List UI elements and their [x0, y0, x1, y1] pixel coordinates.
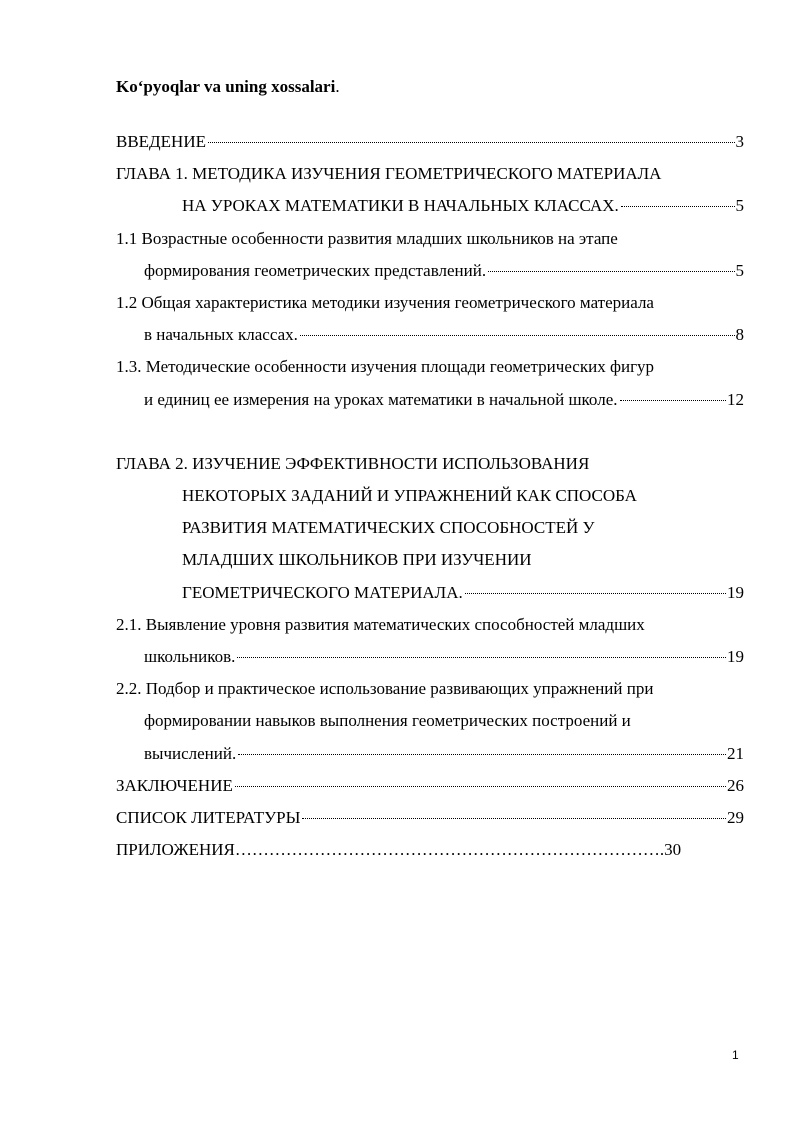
toc-entry-line: [116, 227, 744, 259]
toc-entry-text: ГЛАВА 2. ИЗУЧЕНИЕ ЭФФЕКТИВНОСТИ ИСПОЛЬЗОВАНИЯ: [116, 453, 590, 473]
toc-entry-text: ПРИЛОЖЕНИЯ………………………………………………………………….30: [116, 840, 682, 860]
dot-leader: [238, 754, 726, 755]
toc-entry-line: [116, 742, 744, 774]
toc-entry-line: [116, 291, 744, 323]
toc-entry-line: [116, 581, 744, 613]
toc-page-number: 19: [727, 647, 744, 666]
toc-entry-text: ВВЕДЕНИЕ: [116, 132, 206, 151]
toc-page-number: 19: [727, 582, 744, 602]
toc-entry-text: МЛАДШИХ ШКОЛЬНИКОВ ПРИ ИЗУЧЕНИИ: [182, 550, 532, 570]
dot-leader: [208, 142, 735, 143]
toc-entry-text: 2.1. Выявление уровня развития математических способностей младших: [116, 614, 645, 634]
toc-entry-text: ГЕОМЕТРИЧЕСКОГО МАТЕРИАЛА.: [182, 582, 463, 602]
toc-entry-conclusion[interactable]: [116, 774, 744, 806]
toc-entry-line: [116, 162, 744, 194]
toc-entry-line: [116, 259, 744, 291]
toc-entry-line: [116, 452, 744, 484]
toc-entry-line: [116, 613, 744, 645]
toc-page-number: 8: [735, 325, 744, 345]
toc-entry-text: в начальных классах.: [144, 325, 298, 345]
toc-entry-text: 1.1 Возрастные особенности развития младших школьников на этапе: [116, 228, 618, 248]
toc-entry-text: 1.3. Методические особенности изучения площади геометрических фигур: [116, 357, 655, 377]
toc-entry-text: и единиц ее измерения на уроках математики в начальной школе.: [144, 389, 618, 409]
toc-entry-section-2-2[interactable]: [116, 677, 744, 774]
toc-entry-line: [116, 194, 744, 226]
dot-leader: [302, 818, 726, 819]
toc-entry-text: НЕКОТОРЫХ ЗАДАНИЙ И УПРАЖНЕНИЙ КАК СПОСОБА: [182, 486, 637, 506]
toc-entry-text: школьников.: [144, 647, 236, 666]
dot-leader: [235, 786, 726, 787]
toc-entry-text: формирования геометрических представлений.: [144, 260, 487, 280]
toc-entry-text: РАЗВИТИЯ МАТЕМАТИЧЕСКИХ СПОСОБНОСТЕЙ У: [182, 518, 595, 538]
toc-entry-chapter-2[interactable]: [116, 452, 744, 613]
toc-entry-chapter-1[interactable]: [116, 162, 744, 226]
toc-entry-line: [116, 355, 744, 387]
toc-entry-text: СПИСОК ЛИТЕРАТУРЫ: [116, 807, 301, 827]
toc-page-number: 26: [727, 775, 744, 795]
toc-entry-line: [116, 677, 744, 709]
toc-entry-bibliography[interactable]: [116, 806, 744, 838]
toc-page-number: 5: [735, 260, 744, 280]
toc-entry-line: [116, 484, 744, 516]
toc-entry-text: вычислений.: [144, 743, 237, 763]
toc-entry-section-2-1[interactable]: [116, 613, 744, 677]
document-title-suffix: .: [335, 77, 340, 96]
dot-leader: [300, 335, 735, 336]
document-title-bold: Ko‘pyoqlar va uning xossalari: [116, 77, 336, 96]
toc-entry-line: [116, 645, 744, 677]
toc-entry-line: [116, 323, 744, 355]
toc-page-number: 3: [735, 132, 744, 151]
toc-entry-line: [116, 388, 744, 420]
toc-page-number: 21: [727, 743, 744, 763]
toc-page-number: 12: [727, 389, 744, 409]
dot-leader: [237, 657, 726, 658]
document-title: [116, 76, 340, 98]
blank-line: [116, 420, 744, 452]
page-number: 1: [732, 1048, 739, 1062]
toc-entry-section-1-3[interactable]: [116, 355, 744, 419]
table-of-contents: [116, 130, 744, 870]
toc-entry-intro[interactable]: [116, 130, 744, 162]
dot-leader: [488, 271, 734, 272]
toc-entry-appendices[interactable]: [116, 838, 744, 870]
toc-page-number: 29: [727, 807, 744, 827]
toc-page-number: 5: [735, 196, 744, 216]
toc-entry-line: [116, 548, 744, 580]
dot-leader: [465, 593, 726, 594]
dot-leader: [621, 206, 735, 207]
toc-entry-line: [116, 516, 744, 548]
toc-entry-text: ЗАКЛЮЧЕНИЕ: [116, 775, 233, 795]
toc-entry-line: [116, 709, 744, 741]
toc-entry-text: 2.2. Подбор и практическое использование развивающих упражнений при: [116, 679, 654, 699]
toc-entry-text: формировании навыков выполнения геометрических построений и: [144, 711, 631, 731]
toc-entry-text: 1.2 Общая характеристика методики изучения геометрического материала: [116, 292, 654, 312]
toc-entry-text: ГЛАВА 1. МЕТОДИКА ИЗУЧЕНИЯ ГЕОМЕТРИЧЕСКОГО МАТЕРИАЛА: [116, 164, 662, 184]
dot-leader: [620, 400, 727, 401]
toc-entry-section-1-1[interactable]: [116, 227, 744, 291]
toc-entry-section-1-2[interactable]: [116, 291, 744, 355]
toc-entry-text: НА УРОКАХ МАТЕМАТИКИ В НАЧАЛЬНЫХ КЛАССАХ.: [182, 196, 619, 216]
